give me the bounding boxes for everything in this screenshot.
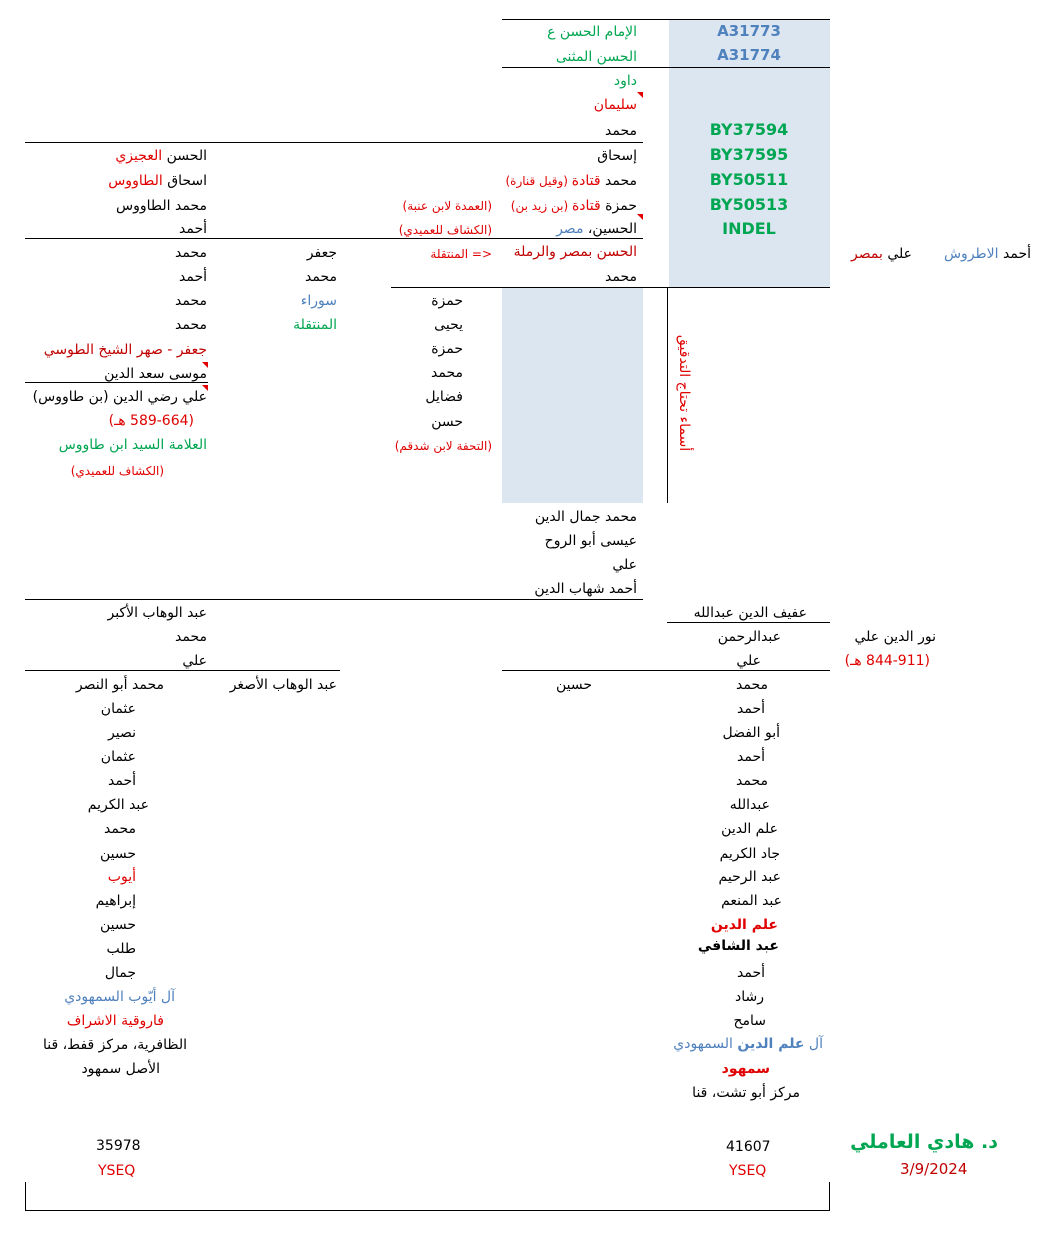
comment-marker — [637, 214, 643, 220]
right-lower-name: عبدالله — [729, 797, 770, 813]
left-lower-top: محمد — [175, 629, 207, 645]
left-col-a-name: محمد — [175, 293, 207, 309]
left-lower-name: إبراهيم — [95, 893, 136, 909]
bottom-bracket-right — [829, 1182, 830, 1211]
right-samhud: سمهود — [721, 1061, 770, 1077]
left-ahmad: أحمد — [179, 221, 207, 237]
right-husayn: حسين — [555, 677, 592, 693]
line-middle-branch — [391, 287, 830, 288]
left-ishaq-tawus: اسحاق الطاووس — [108, 173, 207, 189]
haplogroup-indel: INDEL — [722, 219, 776, 238]
comment-marker — [637, 92, 643, 98]
source-tuhfa: (التحفة لابن شدقم) — [394, 439, 492, 453]
middle-lower-name: أحمد شهاب الدين — [534, 581, 637, 597]
author-date: 3/9/2024 — [900, 1160, 968, 1178]
haplogroup-by50513: BY50513 — [709, 195, 789, 214]
haplogroup-a31773: A31773 — [717, 22, 781, 40]
right-lower-name: سامح — [733, 1013, 766, 1029]
left-kashshaf: (الكشاف للعميدي) — [70, 464, 164, 478]
right-nur-dates: (844-911 هـ) — [844, 653, 930, 669]
left-place-1: الظافرية، مركز قفط، قنا — [43, 1037, 187, 1053]
right-lower-name: أحمد — [737, 749, 765, 765]
left-lower-top: علي — [182, 653, 207, 669]
middle-name: حمزة — [431, 341, 463, 357]
right-afif: عفيف الدين عبدالله — [693, 605, 807, 621]
source-umda: (العمدة لابن عنبة) — [402, 199, 492, 213]
bottom-bracket-left — [25, 1182, 26, 1211]
trunk-hasan-egypt: الحسن بمصر والرملة — [513, 244, 637, 260]
left-lower-name: محمد — [104, 821, 136, 837]
left-kit-number: 35978 — [96, 1138, 141, 1154]
right-lower-name: أحمد — [737, 701, 765, 717]
left-lower-name: محمد أبو النصر — [75, 677, 164, 693]
line-lower-branch-left — [25, 599, 643, 600]
haplogroup-by50511: BY50511 — [709, 170, 789, 189]
trunk-hasan-muthanna: الحسن المثنى — [555, 49, 637, 65]
right-ali-misr: علي بمصر — [851, 246, 912, 262]
vertical-note-line — [667, 287, 668, 503]
right-lower-name: جاد الكريم — [719, 846, 780, 862]
middle-lower-name: محمد جمال الدين — [534, 509, 637, 525]
left-col-a-name: أحمد — [179, 269, 207, 285]
trunk-muhammad-qatada: محمد قتادة (وقيل قنارة) — [505, 173, 637, 189]
left-jafar-tusi: جعفر - صهر الشيخ الطوسي — [43, 342, 207, 358]
left-allama: العلامة السيد ابن طاووس — [58, 437, 207, 453]
left-ali-dates: (589-664 هـ) — [108, 413, 194, 429]
line-lower-branch-right — [667, 622, 830, 623]
haplogroup-by37595: BY37595 — [709, 145, 789, 164]
trunk-dawood: داود — [613, 73, 637, 89]
left-lower-name: نصير — [108, 725, 136, 741]
left-lower-name: عبد الكريم — [87, 797, 149, 813]
left-muhammad-tawus: محمد الطاووس — [116, 198, 207, 214]
left-col-b-muntaqila: المنتقلة — [293, 317, 337, 333]
source-kashshaf: (الكشاف للعميدي) — [398, 223, 492, 237]
middle-name: حمزة — [431, 293, 463, 309]
trunk-ishaq: إسحاق — [597, 148, 637, 164]
right-lower-name: محمد — [736, 677, 768, 693]
left-lab: YSEQ — [98, 1163, 136, 1179]
left-col-a-name: محمد — [175, 317, 207, 333]
left-lower-name: عثمان — [100, 749, 136, 765]
trunk-muhammad-2: محمد — [605, 269, 637, 285]
left-place-2: الأصل سمهود — [81, 1061, 160, 1077]
left-musa-saad: موسى سعد الدين — [104, 366, 207, 382]
right-lower-name: علم الدين — [710, 917, 778, 933]
right-lower-name: عبد المنعم — [721, 893, 782, 909]
trunk-muhammad: محمد — [605, 123, 637, 139]
arrow-muntaqila: <= المنتقلة — [430, 247, 492, 261]
middle-name: محمد — [431, 365, 463, 381]
trunk-husayn-misr: الحسين، مصر — [556, 221, 637, 237]
left-family-name: آل أيّوب السمهودي — [64, 989, 175, 1005]
right-nur-aldin: نور الدين علي — [854, 629, 936, 645]
middle-name: حسن — [431, 414, 463, 430]
left-lower-name: جمال — [104, 965, 136, 981]
line-abdulwahab — [25, 670, 340, 671]
right-abdulrahman: عبدالرحمن — [717, 629, 781, 645]
left-col-b-sura: سوراء — [300, 293, 337, 309]
trunk-sulayman: سليمان — [593, 97, 637, 113]
comment-marker — [202, 385, 208, 391]
right-place: مركز أبو تشت، قنا — [692, 1085, 800, 1101]
haplogroup-a31774: A31774 — [717, 46, 781, 64]
right-ali: علي — [736, 653, 761, 669]
left-lower-top: عبد الوهاب الأكبر — [107, 605, 207, 621]
right-lower-name: أبو الفضل — [722, 725, 780, 741]
left-faruqiya: فاروقية الاشراف — [66, 1013, 164, 1029]
trunk-imam-hasan: الإمام الحسن ع — [547, 24, 637, 40]
right-family-name: آل علم الدين السمهودي — [673, 1036, 823, 1052]
uncertain-names-shade — [502, 287, 643, 503]
middle-lower-name: علي — [612, 557, 637, 573]
right-lab: YSEQ — [729, 1163, 767, 1179]
middle-lower-name: عيسى أبو الروح — [544, 533, 637, 549]
author-name: د. هادي العاملي — [850, 1131, 998, 1153]
left-lower-name: أحمد — [108, 773, 136, 789]
left-lower-name: حسين — [99, 846, 136, 862]
left-col-b-muhammad: محمد — [305, 269, 337, 285]
comment-marker — [202, 362, 208, 368]
right-ahmad-atrush: أحمد الاطروش — [943, 246, 1031, 262]
trunk-hamza-qatada: حمزة قتادة (بن زيد بن) — [510, 198, 637, 214]
line-husayn-branch — [502, 670, 830, 671]
right-lower-name: عبد الشافي — [697, 938, 779, 954]
left-lower-name: أيوب — [107, 869, 136, 885]
left-col-a-name: محمد — [175, 245, 207, 261]
right-lower-name: محمد — [736, 773, 768, 789]
left-col-b-jafar: جعفر — [306, 245, 337, 261]
left-lower-name: طلب — [106, 941, 136, 957]
left-ali-radi: علي رضي الدين (بن طاووس) — [32, 389, 207, 405]
bottom-bracket-base — [25, 1210, 830, 1211]
top-line — [502, 19, 830, 20]
vertical-note: أسماء تحتاج التدقيق — [676, 334, 692, 452]
line-left-upper-mid — [25, 238, 643, 239]
right-lower-name: رشاد — [735, 989, 764, 1005]
right-lower-name: أحمد — [737, 965, 765, 981]
right-lower-name: علم الدين — [721, 821, 778, 837]
left-hasan-ujayzi: الحسن العجيزي — [115, 148, 207, 164]
right-kit-number: 41607 — [726, 1139, 771, 1155]
right-lower-name: عبد الرحيم — [718, 869, 781, 885]
line-left-upper-top — [25, 142, 643, 143]
left-abdulwahab-asghar: عبد الوهاب الأصغر — [229, 677, 337, 693]
left-lower-name: حسين — [99, 917, 136, 933]
middle-name: فضايل — [425, 389, 463, 405]
line-below-muthanna — [502, 67, 830, 68]
left-lower-name: عثمان — [100, 701, 136, 717]
middle-name: يحيى — [434, 317, 463, 333]
haplogroup-by37594: BY37594 — [709, 120, 789, 139]
